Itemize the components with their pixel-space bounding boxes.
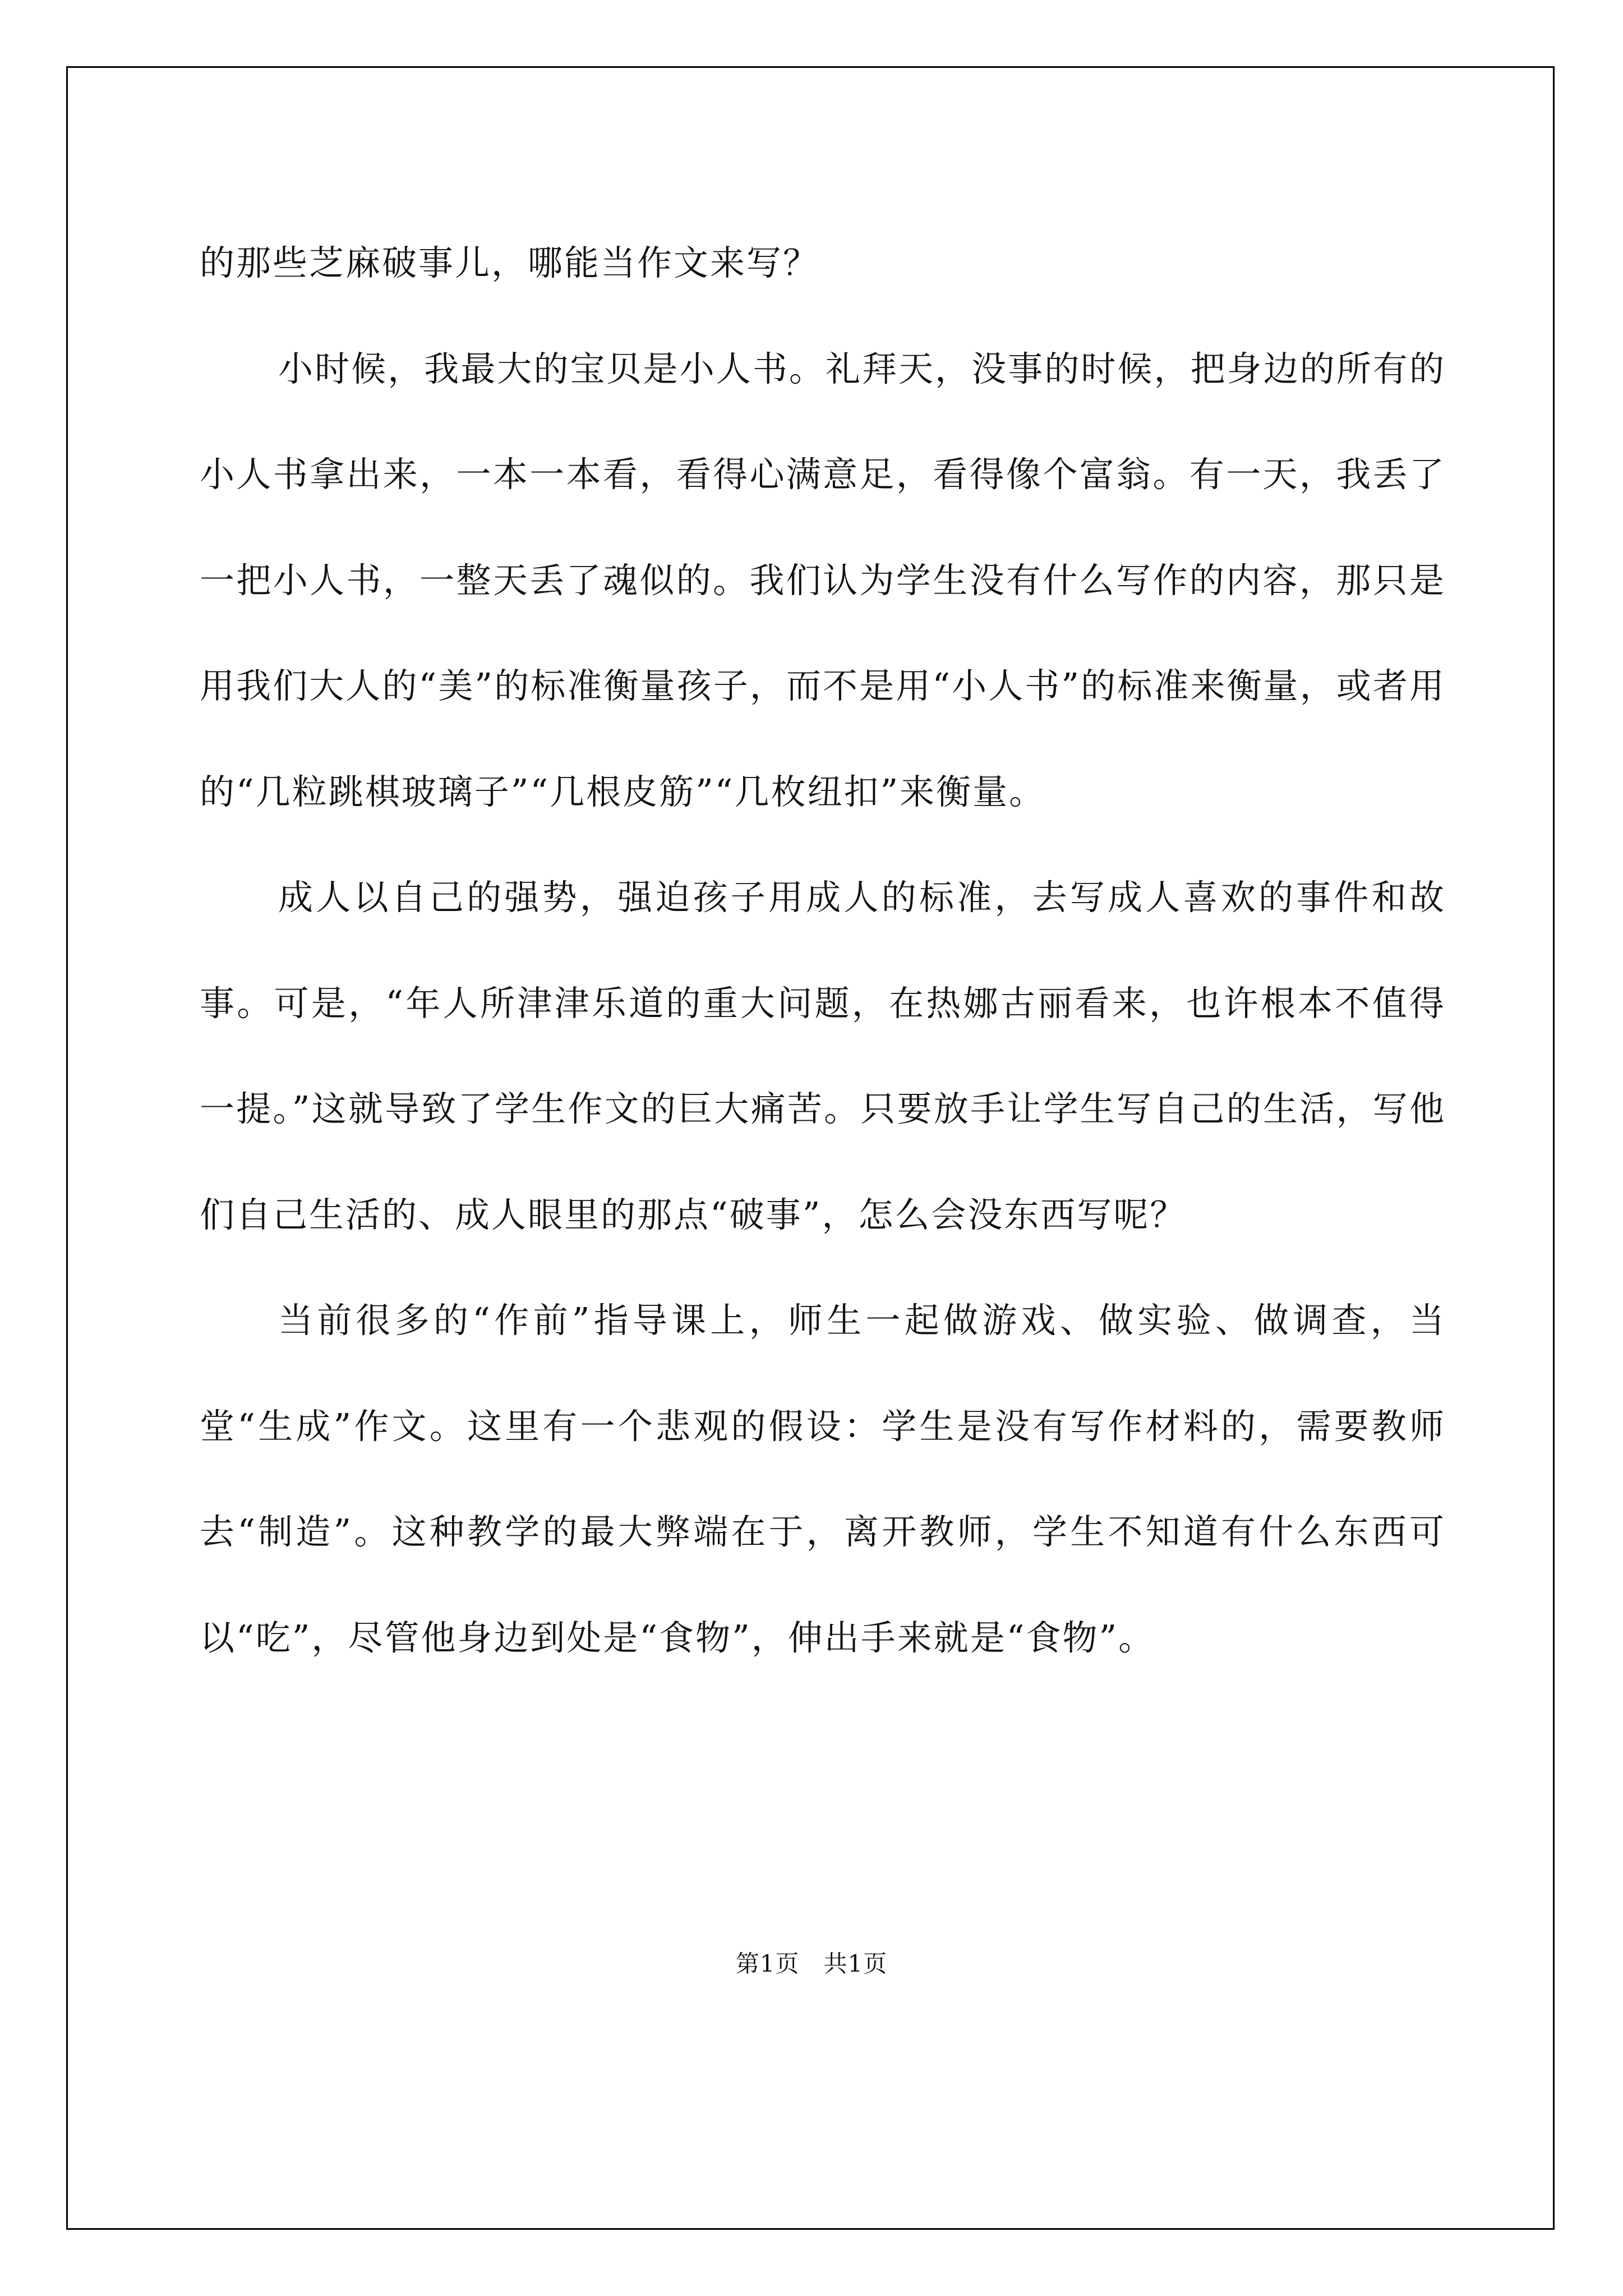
page-footer: 第1页 共1页 <box>735 1950 888 1977</box>
paragraph-1: 的那些芝麻破事儿，哪能当作文来写？ <box>200 242 820 283</box>
paragraph-2: 小时候，我最大的宝贝是小人书。礼拜天，没事的时候，把身边的所有的小人书拿出来，一本一本看，看得心满意足，看得像个富翁。有一天，我丢了一把小人书，一整天丢了魂似的。我们认为学生没有什么写作的内容，那只是用我们大人的“美”的标准衡量孩子，而不是用“小人书”的标准来衡量，或者用的“几粒跳棋玻璃子”“几根皮筋”“几枚纽扣”来衡量。 <box>200 348 1446 812</box>
paragraph-4: 当前很多的“作前”指导课上，师生一起做游戏、做实验、做调查，当堂“生成”作文。这里有一个悲观的假设：学生是没有写作材料的，需要教师去“制造”。这种教学的最大弊端在于，离开教师，学生不知道有什么东西可以“吃”，尽管他身边到处是“食物”，伸出手来就是“食物”。 <box>200 1300 1446 1658</box>
paragraph-3: 成人以自己的强势，强迫孩子用成人的标准，去写成人喜欢的事件和故事。可是，“年人所津津乐道的重大问题，在热娜古丽看来，也许根本不值得一提。”这就导致了学生作文的巨大痛苦。只要放手让学生写自己的生活，写他们自己生活的、成人眼里的那点“破事”，怎么会没东西写呢？ <box>200 877 1446 1235</box>
document-body <box>200 210 1446 1691</box>
